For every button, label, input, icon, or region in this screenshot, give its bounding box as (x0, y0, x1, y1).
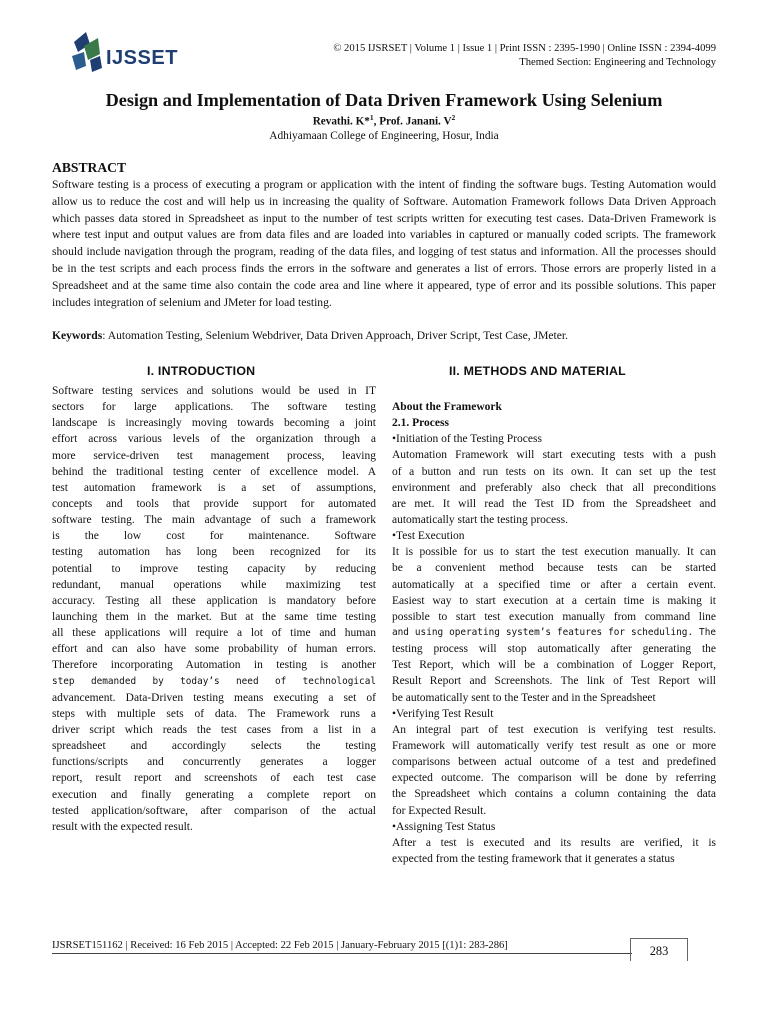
subheading-about-framework: About the Framework (392, 401, 502, 413)
text-line: Result Report and Screenshots. The link of Test Report will (392, 675, 716, 688)
text-line: Framework will automatically verify test result as one or more (392, 739, 716, 752)
keywords (52, 328, 716, 345)
text-line: concepts and tools that provide support for automated (52, 497, 376, 510)
text-line: comparisons between actual outcome of a test and predefined (392, 756, 716, 769)
text-line: testing process will stop automatically after generating the (392, 643, 716, 656)
paper-affiliation: Adhiyamaan College of Engineering, Hosur, India (269, 130, 499, 142)
text-line: possible to start test execution manually from command line (392, 610, 716, 623)
introduction-body (52, 383, 376, 835)
text-line: Therefore incorporating Automation in testing is another (52, 659, 376, 672)
logo-wordmark (106, 46, 178, 70)
author-2: , Prof. Janani. V (373, 115, 452, 128)
text-line: is the low cost for maintenance. Software (52, 530, 376, 543)
text-line: driver script which reads the test cases from a list in a (52, 723, 376, 736)
logo-text-a: IJS (106, 47, 138, 69)
methods-body (392, 399, 716, 867)
bullet-test-execution (392, 528, 716, 544)
text-line: environment and preferably also check that all preconditions (392, 481, 716, 494)
abstract-heading: ABSTRACT (52, 160, 127, 175)
text-line: Test Report, which will be a combination of Logger Report, (392, 659, 716, 672)
text-line: sectors for large applications. The software testing (52, 401, 376, 414)
bullet-initiation-label: Initiation of the Testing Process (396, 433, 542, 446)
text-line: the Spreadsheet which contains a column containing the data (392, 788, 716, 801)
text-line: advancement. Data-Driven testing means executing a set of (52, 691, 376, 704)
text-line: effort and can also have some probability of human errors. (52, 643, 376, 656)
text-line: test automation framework is a set of assumptions, (52, 481, 376, 494)
author-1-sup: 1 (369, 113, 374, 122)
page-number: 283 (630, 938, 688, 961)
journal-logo (70, 30, 200, 80)
bullet-assigning-status (392, 819, 716, 835)
text-line: spreadsheet and accordingly selects the testing (52, 740, 376, 753)
text-line: functions/scripts and concurrently generates a logger (52, 756, 376, 769)
text-line: be a convenient method because tests can be started (392, 562, 716, 575)
text-line: be automatically sent to the Tester and in the Spreadsheet (392, 691, 656, 704)
text-line: report, result report and screenshots of each test case (52, 772, 376, 785)
text-line: all these applications will require a lot of time and human (52, 627, 376, 640)
text-line: After a test is executed and its results are verified, it is (392, 836, 716, 849)
section-heading-methods: II. METHODS AND MATERIAL (449, 364, 626, 378)
text-line: of a button and run tests on its own. It can set up the test (392, 465, 716, 478)
text-line: launching them in the market. But at the same time testing (52, 610, 376, 623)
bullet-test-execution-label: Test Execution (396, 530, 465, 543)
paragraph-assigning-status (392, 835, 716, 867)
paragraph-initiation (392, 447, 716, 528)
text-line: tested application/software, after comparison of the actual (52, 804, 376, 817)
text-line: step demanded by today’s need of technological (52, 675, 376, 687)
text-line: software testing. The main advantage of such a framework (52, 514, 376, 527)
text-line: redundant, manual operations while maximizing test (52, 578, 376, 591)
bullet-icon: • (392, 530, 397, 543)
author-1: Revathi. K* (312, 115, 370, 128)
journal-section-line: Themed Section: Engineering and Technology (519, 57, 716, 68)
text-line: Easiest way to start execution at a certain time is making it (392, 594, 716, 607)
footer-divider (52, 953, 632, 954)
bullet-verifying-label: Verifying Test Result (396, 707, 494, 720)
bullet-initiation (392, 431, 716, 447)
paper-authors (0, 113, 768, 128)
text-line: expected from the testing framework that it generates a status (392, 852, 675, 865)
bullet-icon: • (392, 820, 397, 833)
section-heading-introduction: I. INTRODUCTION (147, 364, 256, 378)
text-line: landscape is increasingly moving towards becoming a joint (52, 417, 376, 430)
text-line: behind the traditional testing center of excellence model. A (52, 465, 376, 478)
text-line: testing automation has long been recognized for its (52, 546, 376, 559)
paragraph-verifying (392, 722, 716, 819)
paragraph-test-execution (392, 544, 716, 705)
bullet-icon: • (392, 707, 397, 720)
text-line: potential to improve testing capacity by reducing (52, 562, 376, 575)
text-line: automatically at a specified time or after a certain event. (392, 578, 716, 591)
journal-info (256, 42, 716, 70)
bullet-icon: • (392, 433, 397, 446)
text-line: and using operating system’s features for scheduling. The (392, 626, 716, 638)
text-line: Software testing services and solutions would be used in IT (52, 385, 376, 397)
journal-issue-line: © 2015 IJSRSET | Volume 1 | Issue 1 | Print ISSN : 2395-1990 | Online ISSN : 2394-4099 (333, 43, 716, 54)
text-line: result with the expected result. (52, 820, 193, 833)
abstract-text: Software testing is a process of executing a program or application with the intent of finding the software bugs. Testing Automation would allow us to reduce the cost and will help us in increasing the quality of Software. Automation Framework follows Data Driven Approach which passes data stored in Spreadsheet as input to the number of test scripts written for executing test cases. Data-Driven Framework is where test input and output values are from data files and are loaded into variables in captured or manually coded scripts. The framework should include navigation through the program, reading of the data files, and logging of test status and information. All the processes should be in the test scripts and each process finds the errors in the software and generates a list of errors. Those errors are properly listed in a Spreadsheet and at the same time also contain the code area and line where it appeared, type of error and its possible solutions. This paper includes integration of selenium and JMeter for load testing. (52, 178, 716, 309)
text-line: are met. It will read the Test ID from the Spreadsheet and (392, 497, 716, 510)
text-line: steps with multiple sets of data. The Framework runs a (52, 707, 376, 720)
text-line: An integral part of test execution is verifying test results. (392, 723, 716, 736)
text-line: expected outcome. The comparison will be done by referring (392, 772, 716, 785)
text-line: automatically start the testing process. (392, 513, 568, 526)
text-line: accuracy. Testing all these application is mandatory before (52, 594, 376, 607)
text-line: for Expected Result. (392, 804, 487, 817)
bullet-assigning-status-label: Assigning Test Status (396, 820, 496, 833)
author-2-sup: 2 (451, 113, 456, 122)
logo-text-b: SET (137, 47, 178, 69)
paper-title: Design and Implementation of Data Driven Framework Using Selenium (105, 90, 663, 110)
subheading-process: 2.1. Process (392, 417, 449, 430)
keywords-list: : Automation Testing, Selenium Webdriver, Data Driven Approach, Driver Script, Test Case, JMeter. (102, 329, 569, 342)
footer-citation: IJSRSET151162 | Received: 16 Feb 2015 | Accepted: 22 Feb 2015 | January-February 2015 [(1)1: 283-286] (52, 940, 508, 951)
text-line: more service-driven test management process, leaving (52, 449, 376, 462)
logo-mark-icon (70, 30, 110, 74)
bullet-verifying (392, 706, 716, 722)
keywords-label: Keywords (52, 329, 103, 342)
text-line: effort across various levels of the organization through a (52, 433, 376, 446)
text-line: Automation Framework will start executing tests with a push (392, 449, 716, 462)
text-line: It is possible for us to start the test execution manually. It can (392, 546, 716, 559)
text-line: execution and finally generating a complete report on (52, 788, 376, 801)
